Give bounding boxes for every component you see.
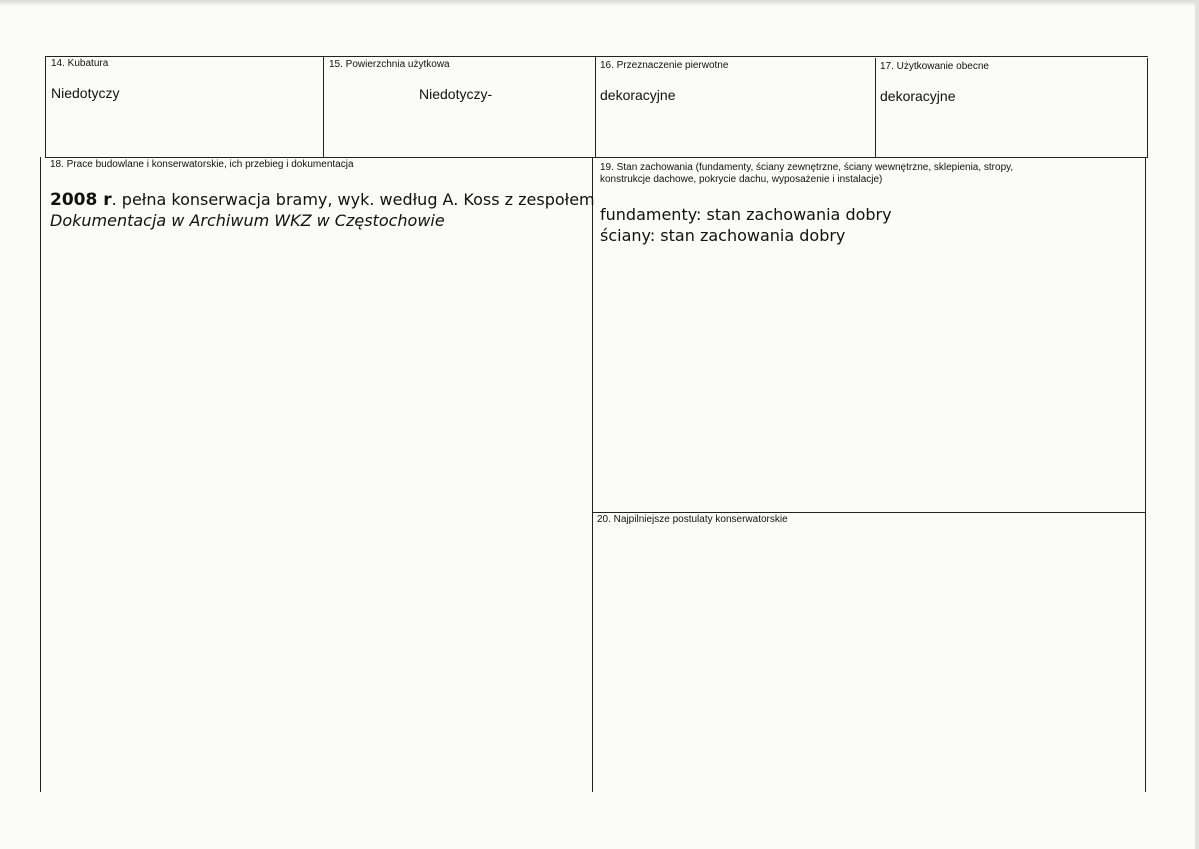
stan-line-fundamenty: fundamenty: stan zachowania dobry xyxy=(600,205,892,224)
stan-line-sciany: ściany: stan zachowania dobry xyxy=(600,226,846,245)
right-border-lower xyxy=(1145,157,1146,792)
prace-text: . pełna konserwacja bramy, wyk. według A. Koss z zespołem xyxy=(111,190,595,209)
uzytkowanie-value: dekoracyjne xyxy=(880,88,956,104)
kubatura-label: 14. Kubatura xyxy=(51,58,109,69)
col-divider-2 xyxy=(595,56,596,158)
scan-right-edge xyxy=(1195,0,1199,849)
prace-entry xyxy=(50,189,595,211)
kubatura-value: Niedotyczy xyxy=(51,85,120,101)
box19-bottom-border xyxy=(592,512,1146,513)
prace-documentation xyxy=(50,210,445,231)
prace-label: 18. Prace budowlane i konserwatorskie, ich przebieg i dokumentacja xyxy=(50,159,354,170)
powierzchnia-value: Niedotyczy- xyxy=(419,86,493,102)
right-border-upper xyxy=(1147,58,1148,158)
przeznaczenie-label: 16. Przeznaczenie pierwotne xyxy=(600,60,729,71)
left-border xyxy=(45,56,46,158)
uzytkowanie-label: 17. Użytkowanie obecne xyxy=(880,61,989,72)
scan-top-edge xyxy=(0,0,1199,6)
przeznaczenie-value: dekoracyjne xyxy=(600,87,676,103)
left-border-lower xyxy=(40,157,41,792)
top-border xyxy=(45,56,1148,57)
middle-divider-lower xyxy=(592,157,593,792)
stan-label-line2: konstrukcje dachowe, pokrycie dachu, wyposażenie i instalacje) xyxy=(600,174,883,185)
powierzchnia-label: 15. Powierzchnia użytkowa xyxy=(329,59,450,70)
row1-bottom-border xyxy=(45,157,1148,158)
prace-year: 2008 r xyxy=(50,190,112,210)
prace-doc-text: Dokumentacja w Archiwum WKZ w Częstochowie xyxy=(50,211,445,230)
col-divider-3 xyxy=(875,58,876,158)
stan-label-line1: 19. Stan zachowania (fundamenty, ściany zewnętrzne, ściany wewnętrzne, sklepienia, stropy, xyxy=(600,162,1014,173)
col-divider-1 xyxy=(323,56,324,158)
postulaty-label: 20. Najpilniejsze postulaty konserwatorskie xyxy=(597,514,788,525)
